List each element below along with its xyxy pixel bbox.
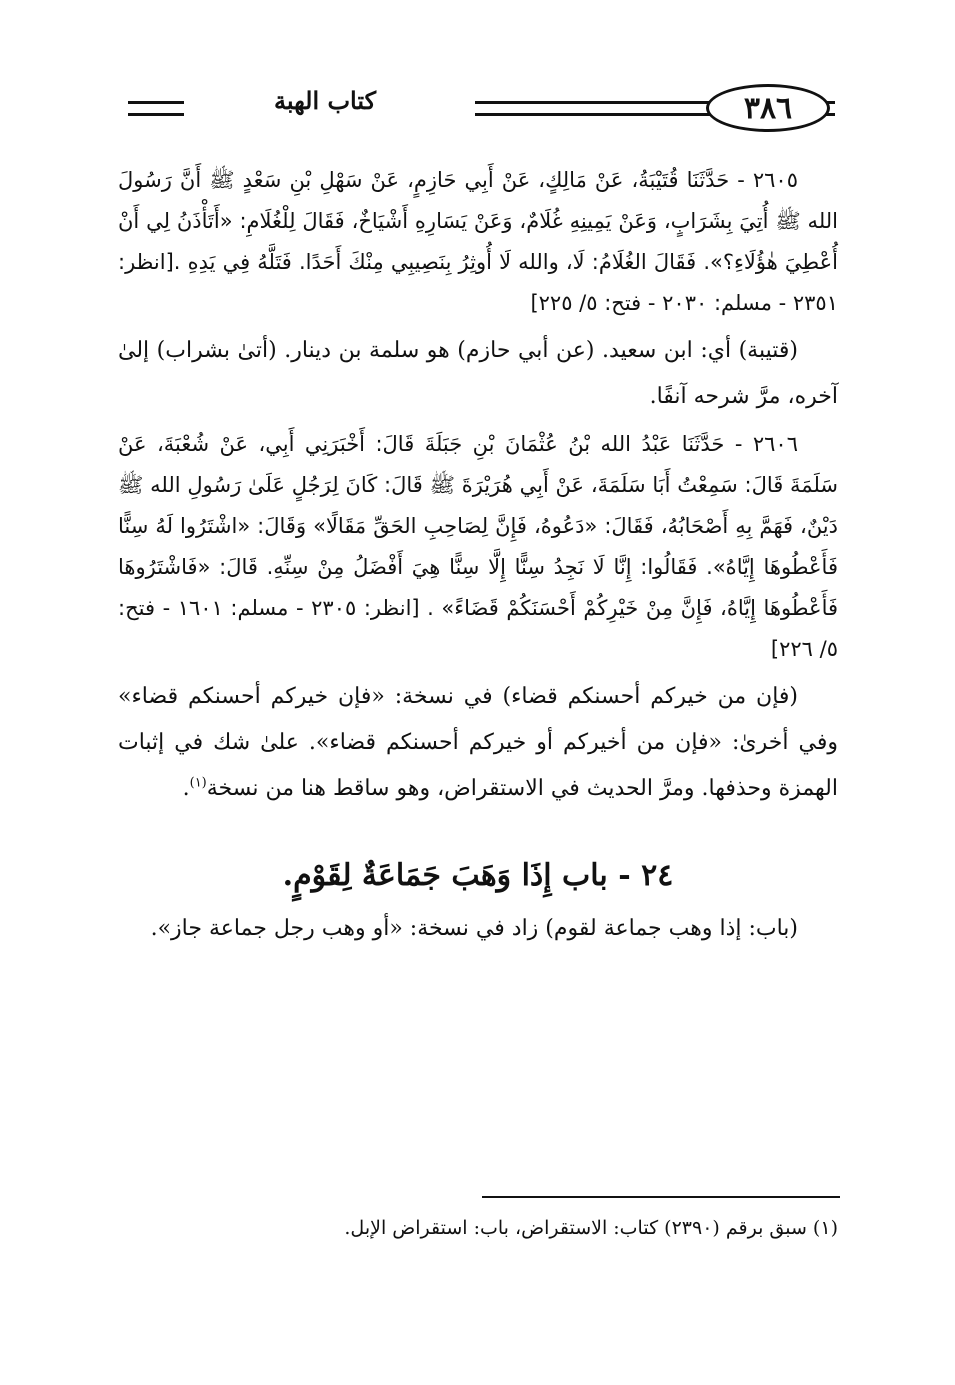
page-header bbox=[120, 78, 840, 134]
hadith-2606: ٢٦٠٦ - حَدَّثَنَا عَبْدُ الله بْنُ عُثْمَانَ بْنِ جَبَلَةَ قَالَ: أَخْبَرَنِي أَبِي، عَنْ شُعْبَةَ، عَنْ سَلَمَةَ قَالَ: سَمِعْتُ أَبَا سَلَمَةَ، عَنْ أَبِي هُرَيْرَةَ ﷺ قَالَ: كَانَ لِرَجُلٍ عَلَىٰ رَسُولِ الله ﷺ دَيْنٌ، فَهَمَّ بِهِ أَصْحَابُهُ، فَقَالَ: «دَعُوهُ، فَإِنَّ لِصَاحِبِ الحَقِّ مَقَالًا» وَقَالَ: «اشْتَرُوا لَهُ سِنًّا فَأَعْطُوهَا إِيَّاهُ». فَقَالُوا: إِنَّا لَا نَجِدُ سِنًّا إِلَّا سِنًّا هِيَ أَفْضَلُ مِنْ سِنِّهِ. قَالَ: «فَاشْتَرُوهَا فَأَعْطُوهَا إِيَّاهُ، فَإِنَّ مِنْ خَيْرِكُمْ أَحْسَنَكُمْ قَضَاءً» . [انظر: ٢٣٠٥ - مسلم: ١٦٠١ - فتح: ٥/ ٢٢٦] bbox=[118, 432, 839, 661]
hadith-2605: ٢٦٠٥ - حَدَّثَنَا قُتَيْبَةُ، عَنْ مَالِكٍ، عَنْ أَبِي حَازِمٍ، عَنْ سَهْلِ بْنِ سَعْدٍ ﷺ أَنَّ رَسُولَ الله ﷺ أُتِيَ بِشَرَابٍ، وَعَنْ يَمِينِهِ غُلَامٌ، وَعَنْ يَسَارِهِ أَشْيَاخٌ، فَقَالَ لِلْغُلَامِ: «أَتَأْذَنُ لِي أَنْ أُعْطِيَ هٰؤُلَاءِ؟». فَقَالَ الغُلَامُ: لَا، والله لَا أُوثِرُ بِنَصِيبِي مِنْكَ أَحَدًا. فَتَلَّهُ فِي يَدِهِ .[انظر: ٢٣٥١ - مسلم: ٢٠٣٠ - فتح: ٥/ ٢٢٥] bbox=[118, 168, 838, 315]
chapter-heading: ٢٤ - باب إِذَا وَهَبَ جَمَاعَةٌ لِقَوْمٍ. bbox=[282, 858, 674, 893]
footnote-separator bbox=[482, 1196, 840, 1198]
commentary-2606-end: . bbox=[182, 776, 190, 801]
footnote: (١) سبق برقم (٢٣٩٠) كتاب: الاستقراض، باب: استقراض الإبل. bbox=[344, 1217, 838, 1239]
commentary-hadith-2605: (قتيبة) أي: ابن سعيد. (عن أبي حازم) هو سلمة بن دينار. (أتىٰ بشراب) إلىٰ آخره، مرَّ شرحه آنفًا. bbox=[118, 338, 838, 409]
commentary-hadith-2606 bbox=[118, 674, 838, 812]
running-title: كتاب الهبة bbox=[200, 86, 450, 115]
commentary-chapter-24: (باب: إذا وهب جماعة لقوم) زاد في نسخة: «أو وهب رجل جماعة جاز». bbox=[150, 916, 798, 941]
commentary-2606-text: (فإن من خيركم أحسنكم قضاء) في نسخة: «فإن خيركم أحسنكم قضاء» وفي أخرىٰ: «فإن من أخيركم أو خيركم أحسنكم قضاء». علىٰ شك في إثبات الهمزة وحذفها. ومرَّ الحديث في الاستقراض، وهو ساقط هنا من نسخة bbox=[118, 684, 838, 801]
main-content bbox=[118, 160, 838, 956]
page-number: ٣٨٦ bbox=[706, 84, 830, 132]
footnote-reference[interactable]: (١) bbox=[189, 775, 207, 791]
header-rule-left bbox=[128, 101, 184, 116]
